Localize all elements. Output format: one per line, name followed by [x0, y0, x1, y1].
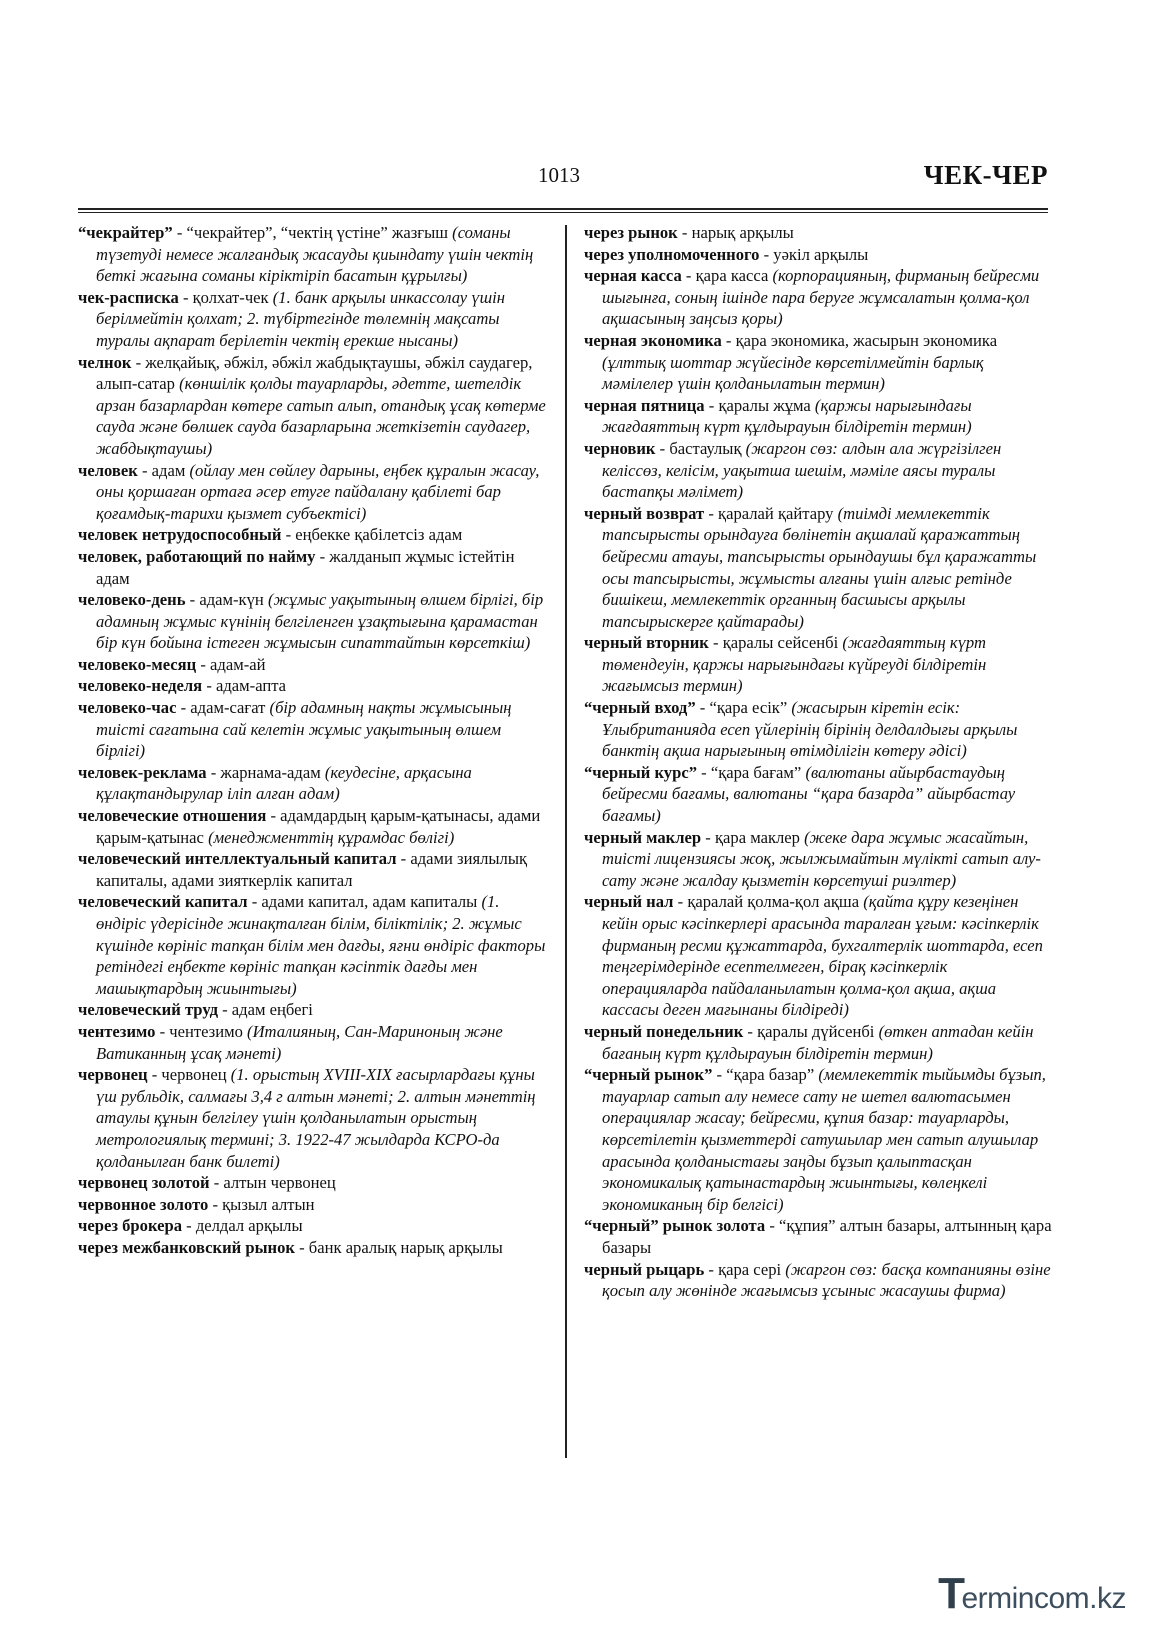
- entry-separator: -: [294, 1237, 309, 1257]
- entry-gloss: (жасырын кіретін есік: Ұлыбританияда есеп үйлерінің бірінің делдалдығы арқылы банктің ақша нарығының өтімділігін көтеру әдісі): [602, 698, 1018, 761]
- entry-separator: -: [701, 827, 715, 847]
- entry-translation: адам-сағат: [190, 698, 270, 718]
- dictionary-entry: [78, 352, 548, 460]
- termincom-logo: Termincom.kz: [938, 1569, 1126, 1618]
- entry-headword: “черный вход”: [584, 698, 696, 718]
- entry-translation: “құпия” алтын базары, алтынның қара базары: [602, 1216, 1052, 1257]
- entry-headword: черная касса: [584, 266, 682, 286]
- entry-gloss: (ұлттық шоттар жүйесінде көрсетілмейтін барлық мәмілелер үшін қолданылатын термин): [602, 352, 984, 394]
- entry-headword: черная пятница: [584, 395, 705, 415]
- entry-headword: чентезимо: [78, 1021, 156, 1041]
- entry-translation: “қара бағам”: [710, 762, 806, 782]
- dictionary-entry: [78, 1215, 548, 1237]
- entry-translation: желқайық, әбжіл, әбжіл жабдықтаушы, әбжіл саудагер, алып-сатар: [96, 352, 533, 394]
- dictionary-entry: [584, 222, 1054, 244]
- dictionary-entry: [78, 891, 548, 999]
- entry-gloss: (жаргон сөз: алдын ала жүргізілген келіссөз, келісім, уақытша шешім, мәміле аясы туралы бастапқы мәлімет): [602, 438, 1002, 502]
- entry-separator: -: [677, 223, 692, 242]
- entry-translation: қаралы дүйсенбі: [757, 1021, 879, 1041]
- entry-headword: челнок: [78, 352, 132, 372]
- entry-separator: -: [721, 330, 736, 350]
- entry-headword: человеческие отношения: [78, 806, 267, 826]
- entry-translation: қолхат-чек: [192, 287, 273, 307]
- entry-headword: через брокера: [78, 1216, 182, 1236]
- entry-translation: адам еңбегі: [231, 1000, 313, 1020]
- entry-translation: қара касса: [695, 266, 773, 286]
- entry-gloss: (1. банк арқылы инкассолау үшін берілмейтін қолхат; 2. түбіртегінде төлемнің мақсаты туралы ақпарат берілетін чектің ерекше нысаны): [96, 287, 505, 350]
- entry-separator: -: [704, 1259, 719, 1279]
- entry-separator: -: [208, 1194, 223, 1214]
- entry-headword: человеческий капитал: [78, 892, 248, 912]
- dictionary-entry: [78, 1194, 548, 1216]
- entry-gloss: (қайта құру кезеңінен кейін орыс кәсіпкерлері арасында таралған ұғым: кәсіпкерлік фирманың ресми құжаттарда, бухгалтерлік шоттарда, есеп теңгерімдерінде есептелмеген, бірақ кәсіпкерлік операцияларда пайдаланылатын қолма-қол ақша, ақша кассасы деген мағынаны білдіреді): [602, 892, 1043, 1020]
- entry-gloss: (Италияның, Сан-Мариноның және Ватиканның ұсақ мәнеті): [96, 1021, 503, 1063]
- dictionary-entry: [78, 762, 548, 805]
- dictionary-entry: [584, 827, 1054, 892]
- dictionary-entry: [584, 697, 1054, 762]
- entry-gloss: (жаргон сөз: басқа компанияны өзіне қосып алу жөнінде жағымсыз ұсыныс жасаушы фирма): [602, 1259, 1051, 1301]
- entry-translation: адам-ай: [210, 654, 266, 674]
- column-divider: [565, 225, 567, 1458]
- entry-gloss: (жағдаяттың күрт төмендеуін, қаржы нарығындағы күйреуді білдіретін жағымсыз термин): [602, 633, 987, 696]
- dictionary-entry: [584, 395, 1054, 438]
- entry-headword: человеко-неделя: [78, 676, 203, 696]
- entry-separator: -: [247, 892, 262, 912]
- entry-separator: -: [673, 892, 688, 912]
- entry-separator: -: [695, 698, 710, 718]
- entry-translation: жалданып жұмыс істейтін адам: [96, 546, 515, 588]
- entry-translation: “қара есік”: [709, 698, 792, 718]
- entry-headword: человеко-месяц: [78, 654, 197, 674]
- entry-translation: уәкіл арқылы: [773, 244, 869, 264]
- entry-separator: -: [202, 676, 216, 696]
- dictionary-entry: [78, 805, 548, 848]
- entry-headword: черный возврат: [584, 503, 705, 523]
- entry-separator: -: [708, 633, 723, 653]
- entry-separator: -: [217, 1000, 232, 1020]
- entry-headword: “черный” рынок золота: [584, 1216, 766, 1236]
- entry-separator: -: [266, 806, 281, 826]
- entry-separator: -: [396, 849, 411, 869]
- entry-separator: -: [172, 223, 187, 242]
- entry-headword: черновик: [584, 438, 656, 458]
- entry-separator: -: [765, 1216, 780, 1236]
- dictionary-entry: [584, 1259, 1054, 1302]
- entry-gloss: (көншілік қолды тауарларды, әдетте, шетелдік арзан базарлардан көтере сатып алып, отандық ұсақ көтерме сауда және бөлшек сауда базарларына жеткізетін саудагер, жабдықтаушы): [96, 374, 546, 458]
- entry-translation: бастаулық: [669, 438, 746, 458]
- entry-headword: червонное золото: [78, 1194, 209, 1214]
- entry-separator: -: [206, 762, 221, 782]
- right-column: [584, 222, 1054, 1302]
- left-column: [78, 222, 548, 1259]
- entry-separator: -: [759, 244, 774, 264]
- dictionary-entry: [78, 222, 548, 287]
- entry-gloss: (валютаны айырбастаудың бейресми бағамы, валютаны “қара базарда” айырбастау бағамы): [602, 762, 1016, 826]
- entry-separator: -: [155, 1021, 170, 1041]
- entry-gloss: (бір адамның нақты жұмысының тиісті сағатына сай келетін жұмыс уақытының өлшем бірлігі): [96, 698, 512, 761]
- entry-translation: адам-апта: [216, 676, 287, 696]
- dictionary-entry: [584, 1021, 1054, 1064]
- entry-translation: қаралы жұма: [718, 395, 815, 415]
- entry-separator: -: [704, 395, 719, 415]
- entry-translation: қаралы сейсенбі: [722, 633, 843, 653]
- entry-headword: человек: [78, 460, 138, 480]
- dictionary-entry: [78, 524, 548, 546]
- dictionary-entry: [78, 675, 548, 697]
- entry-gloss: (1. орыстың XVIII-XIX ғасырлардағы құны үш рубльдік, салмағы 3,4 г алтын мәнеті; 2. алтын мәнеттің атаулы құнын белгілеу үшін қолданылатын орыстың метрологиялық термині; 3. 1922-47 жылдарда КСРО-да қолданылған банк билеті): [96, 1065, 536, 1171]
- dictionary-entry: [584, 1215, 1054, 1258]
- entry-gloss: (ойлау мен сөйлеу дарыны, еңбек құралын жасау, оны қоршаған ортаға әсер етуге пайдалану қабілеті бар қоғамдық-тарихи қызмет субъектісі): [96, 460, 540, 523]
- entry-gloss: (өткен аптадан кейін бағаның күрт құлдырауын білдіретін термин): [602, 1021, 1034, 1063]
- entry-headword: “черный рынок”: [584, 1065, 713, 1085]
- entry-translation: “чекрайтер”, “чектің үстіне” жазғыш: [186, 223, 453, 242]
- entry-translation: чентезимо: [169, 1021, 248, 1041]
- entry-translation: адам-күн: [199, 590, 268, 610]
- entry-translation: “қара базар”: [726, 1065, 819, 1085]
- entry-separator: -: [697, 762, 711, 782]
- entry-gloss: (корпорацияның, фирманың бейресми шығынға, соның ішінде пара беруге жұмсалатын қолма-қол ақшасының заңсыз қоры): [602, 266, 1040, 329]
- entry-separator: -: [209, 1173, 224, 1193]
- header-rule: [78, 208, 1048, 210]
- entry-translation: нарық арқылы: [691, 223, 794, 242]
- dictionary-entry: [584, 762, 1054, 827]
- entry-translation: қызыл алтын: [222, 1194, 315, 1214]
- entry-translation: жарнама-адам: [220, 762, 325, 782]
- entry-gloss: (қаржы нарығындағы жағдаяттың күрт құлдырауын білдіретін термин): [602, 395, 972, 437]
- entry-headword: человеко-день: [78, 590, 186, 610]
- page-number: 1013: [538, 163, 580, 187]
- header-rule-thin: [78, 212, 1048, 213]
- entry-separator: -: [185, 590, 200, 610]
- entry-gloss: (жұмыс уақытының өлшем бірлігі, бір адамның жұмыс күнінің белгіленген ұзақтығына қарамастан бір күн бойына істеген жұмысын сипаттайтын көрсеткіш): [96, 590, 544, 653]
- entry-translation: алтын червонец: [223, 1173, 336, 1193]
- entry-headword: человеческий интеллектуальный капитал: [78, 849, 397, 869]
- entry-translation: еңбекке қабілетсіз адам: [295, 525, 463, 545]
- entry-translation: қара маклер: [714, 827, 805, 847]
- entry-separator: -: [178, 287, 193, 307]
- dictionary-entry: [78, 1172, 548, 1194]
- entry-gloss: (соманы түзетуді немесе жалғандық жасауды қиындату үшін чектің беткі жағына соманы кіріктіріп басатын құрылғы): [96, 223, 534, 286]
- entry-headword: черный рыцарь: [584, 1259, 705, 1279]
- entry-headword: черная экономика: [584, 330, 722, 350]
- entry-headword: “чекрайтер”: [78, 223, 173, 242]
- entry-gloss: (жеке дара жұмыс жасайтын, тиісті лицензиясы жоқ, жылжымайтын мүлікті сатып алу-сату және жалдау қызметін көрсетуші риэлтер): [602, 827, 1041, 890]
- entry-headword: человеческий труд: [78, 1000, 218, 1020]
- dictionary-entry: [584, 265, 1054, 330]
- entry-separator: -: [712, 1065, 727, 1085]
- dictionary-entry: [584, 244, 1054, 266]
- entry-translation: делдал арқылы: [195, 1216, 303, 1236]
- dictionary-entry: [78, 697, 548, 762]
- entry-gloss: (кеудесіне, арқасына құлақтандырулар іліп алған адам): [96, 762, 472, 804]
- entry-translation: адамдардың қарым-қатынасы, адами қарым-қатынас: [96, 806, 541, 847]
- dictionary-entry: [78, 1021, 548, 1064]
- entry-separator: -: [147, 1065, 162, 1085]
- entry-headword: человеко-час: [78, 698, 177, 718]
- dictionary-entry: [78, 589, 548, 654]
- dictionary-entry: [78, 546, 548, 589]
- entry-separator: -: [655, 438, 670, 458]
- entry-gloss: (менеджменттің құрамдас бөлігі): [208, 827, 455, 847]
- dictionary-entry: [584, 438, 1054, 503]
- entry-translation: адами зиялылық капиталы, адами зияткерлік капитал: [96, 849, 528, 890]
- dictionary-entry: [584, 891, 1054, 1021]
- entry-translation: қара серi: [718, 1259, 786, 1279]
- entry-headword: червонец золотой: [78, 1173, 210, 1193]
- entry-separator: -: [137, 460, 152, 480]
- entry-translation: қаралай қолма-қол ақша: [687, 892, 864, 912]
- entry-translation: адам: [151, 460, 190, 480]
- dictionary-entry: [78, 1237, 548, 1259]
- entry-gloss: (1. өндіріс үдерісінде жинақталған білім, біліктілік; 2. жұмыс күшінде көрініс тапқан білім мен дағды, яғни өндіріс факторы ретіндегі еңбекте көрініс тапқан кәсіптік дағды мен машықтардың жиынтығы): [96, 892, 546, 998]
- entry-separator: -: [681, 266, 696, 286]
- entry-separator: -: [704, 503, 719, 523]
- entry-headword: черный вторник: [584, 633, 709, 653]
- entry-separator: -: [182, 1216, 196, 1236]
- entry-headword: черный понедельник: [584, 1021, 744, 1041]
- dictionary-entry: [78, 1064, 548, 1172]
- entry-translation: қаралай қайтару: [718, 503, 838, 523]
- entry-separator: -: [315, 546, 330, 566]
- entry-headword: через рынок: [584, 223, 678, 242]
- entry-separator: -: [281, 525, 296, 545]
- dictionary-entry: [584, 632, 1054, 697]
- entry-headword: “черный курс”: [584, 762, 697, 782]
- entry-headword: черный маклер: [584, 827, 702, 847]
- entry-headword: человек-реклама: [78, 762, 207, 782]
- entry-headword: червонец: [78, 1065, 148, 1085]
- entry-translation: банк аралық нарық арқылы: [308, 1237, 503, 1257]
- entry-headword: через уполномоченного: [584, 244, 760, 264]
- entry-gloss: (тиімді мемлекеттік тапсырысты орындауға бөлінетін ақшалай қаражаттың бейресми атауы, тапсырысты орындаушы бұл қаражатты осы тапсырысты, жұмысты алғаны үшін алғыс ретінде бишікеш, мемлекеттік органның басшысы арқылы тапсырыскерге қайтарады): [602, 503, 1037, 631]
- entry-translation: червонец: [161, 1065, 231, 1085]
- entry-headword: через межбанковский рынок: [78, 1237, 295, 1257]
- entry-headword: чек-расписка: [78, 287, 179, 307]
- dictionary-entry: [584, 1064, 1054, 1215]
- dictionary-entry: [78, 460, 548, 525]
- entry-separator: -: [131, 352, 146, 372]
- entry-translation: қара экономика, жасырын экономика: [735, 330, 998, 350]
- dictionary-entry: [78, 848, 548, 891]
- entry-translation: адами капитал, адам капиталы: [261, 892, 482, 912]
- dictionary-entry: [78, 654, 548, 676]
- entry-headword: человек нетрудоспособный: [78, 525, 282, 545]
- dictionary-entry: [78, 287, 548, 352]
- dictionary-entry: [78, 999, 548, 1021]
- entry-separator: -: [743, 1021, 758, 1041]
- entry-separator: -: [176, 698, 191, 718]
- running-head: ЧЕК-ЧЕР: [923, 160, 1048, 190]
- entry-separator: -: [196, 654, 211, 674]
- entry-headword: черный нал: [584, 892, 674, 912]
- entry-gloss: (мемлекеттік тыйымды бұзып, тауарлар сатып алу немесе сату не шетел валютасымен операциялар жасау; бейресми, құпия базар: тауарларды, көрсетілетін қызметтерді сатушылар мен сатып алушылар арасында қолданыстағы заңды бұзып қалыптасқан экономикалық қатынастардың жиынтығы, көлеңкелі экономиканың бір белгісі): [602, 1065, 1046, 1214]
- entry-headword: человек, работающий по найму: [78, 546, 316, 566]
- dictionary-entry: [584, 330, 1054, 395]
- dictionary-entry: [584, 503, 1054, 633]
